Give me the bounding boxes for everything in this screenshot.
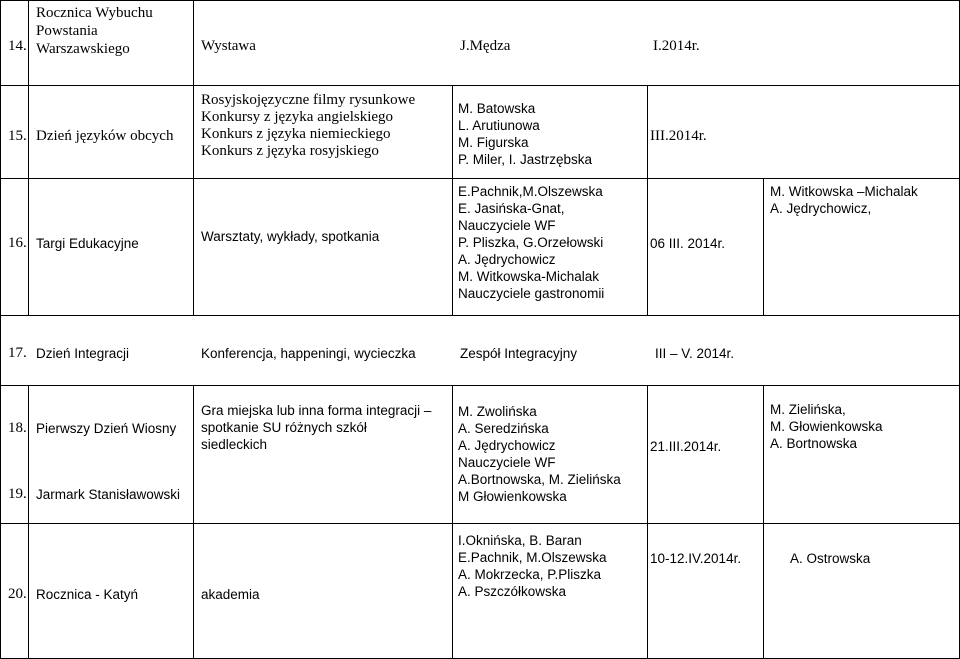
column-divider <box>763 385 764 659</box>
row-divider <box>0 178 960 179</box>
column-divider <box>452 85 453 315</box>
extra-persons: M. Witkowska –Michalak A. Jędrychowicz, <box>770 184 918 216</box>
column-divider <box>647 385 648 659</box>
responsible-persons: J.Mędza <box>460 38 511 54</box>
extra-persons: A. Ostrowska <box>790 551 871 566</box>
event-form: akademia <box>201 587 260 602</box>
column-divider <box>0 0 1 659</box>
column-divider <box>763 178 764 315</box>
row-number: 15. <box>8 128 27 144</box>
column-divider <box>193 385 194 659</box>
responsible-persons: E.Pachnik,M.Olszewska E. Jasińska-Gnat, Nauczyciele WF P. Pliszka, G.Orzełowski A. Jędrychowicz M. Witkowska-Michalak Nauczyciele gastronomii <box>458 184 605 301</box>
column-divider <box>193 0 194 315</box>
event-form: Warsztaty, wykłady, spotkania <box>201 229 380 244</box>
event-form: Wystawa <box>201 38 256 54</box>
row-divider <box>0 385 960 386</box>
row-divider <box>0 523 960 524</box>
column-divider <box>647 85 648 315</box>
row-number: 14. <box>8 38 27 54</box>
responsible-persons: I.Oknińska, B. Baran E.Pachnik, M.Olszewska A. Mokrzecka, P.Pliszka A. Pszczółkowska <box>458 533 607 599</box>
row-divider <box>0 0 960 1</box>
row-number: 20. <box>8 586 27 602</box>
event-form: Konferencja, happeningi, wycieczka <box>201 346 416 361</box>
event-date: I.2014r. <box>653 38 700 54</box>
row-number: 17. <box>8 345 27 361</box>
responsible-persons: M. Batowska L. Arutiunowa M. Figurska P. Miler, I. Jastrzębska <box>458 101 593 167</box>
row-divider <box>0 85 960 86</box>
event-name: Dzień Integracji <box>36 346 130 361</box>
column-divider <box>28 0 29 315</box>
row-number: 16. <box>8 235 27 251</box>
event-date: 10-12.IV.2014r. <box>650 551 742 566</box>
row-number: 19. <box>8 486 27 502</box>
responsible-persons: Zespół Integracyjny <box>460 346 578 361</box>
event-date: 21.III.2014r. <box>650 439 722 454</box>
responsible-persons: M. Zwolińska A. Seredzińska A. Jędrychowicz Nauczyciele WF A.Bortnowska, M. Zielińska M Głowienkowska <box>458 404 621 504</box>
event-name: Rocznica - Katyń <box>36 587 139 602</box>
event-date: III – V. 2014r. <box>655 346 735 361</box>
row-number: 18. <box>8 420 27 436</box>
event-name: Jarmark Stanisławowski <box>36 487 181 502</box>
event-form: Gra miejska lub inna forma integracji – spotkanie SU różnych szkół siedleckich <box>201 403 432 452</box>
event-name: Rocznica Wybuchu Powstania Warszawskiego <box>36 5 153 57</box>
event-form: Rosyjskojęzyczne filmy rysunkowe Konkursy z języka angielskiego Konkurs z języka niemieckiego Konkurs z języka rosyjskiego <box>201 92 416 159</box>
row-divider <box>0 315 960 316</box>
column-divider <box>28 385 29 659</box>
column-divider <box>452 385 453 659</box>
event-name: Targi Edukacyjne <box>36 236 139 251</box>
event-date: III.2014r. <box>650 128 707 144</box>
event-name: Dzień języków obcych <box>36 128 174 144</box>
event-name: Pierwszy Dzień Wiosny <box>36 421 177 436</box>
extra-persons: M. Zielińska, M. Głowienkowska A. Bortnowska <box>770 402 883 451</box>
event-date: 06 III. 2014r. <box>650 236 726 251</box>
